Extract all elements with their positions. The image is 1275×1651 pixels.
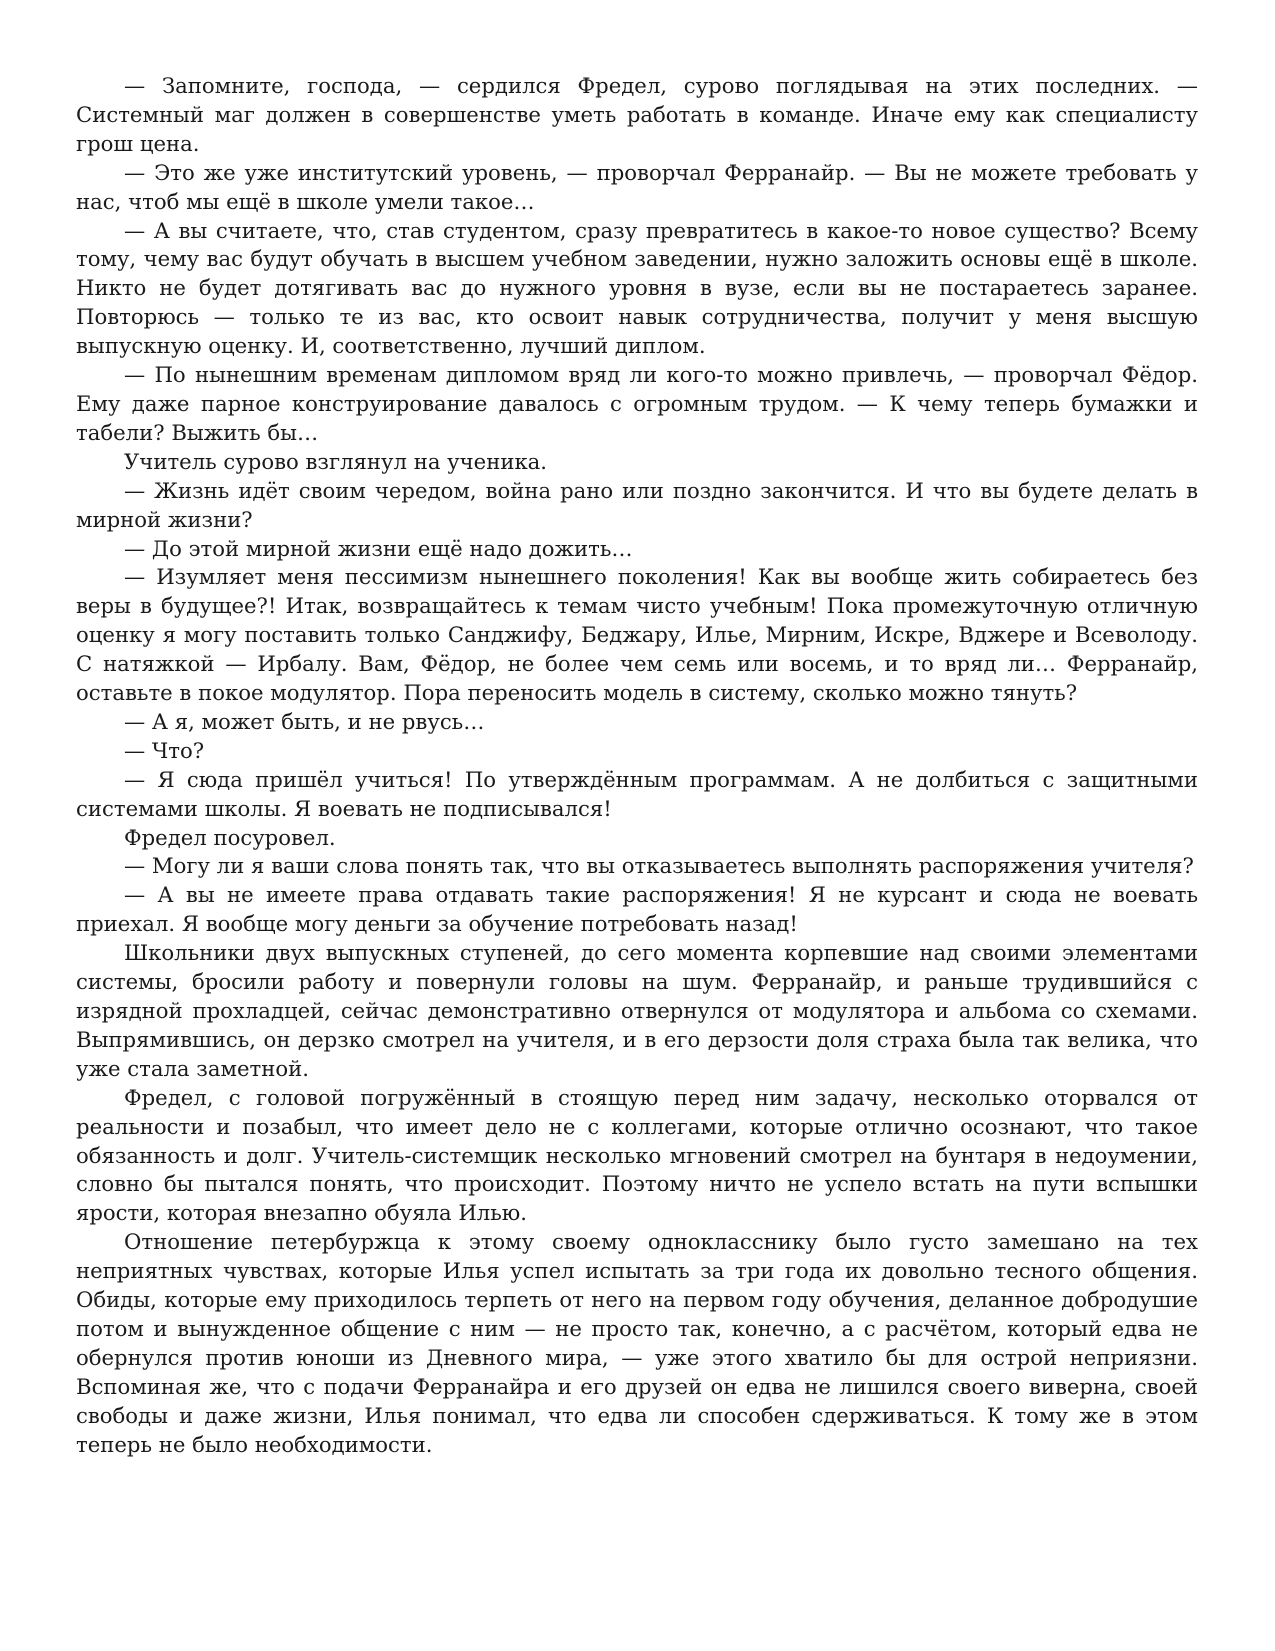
paragraph: Школьники двух выпускных ступеней, до сего момента корпевшие над своими элементами системы, бросили работу и повернули головы на шум. Ферранайр, и раньше трудившийся с изрядной прохладцей, сейчас демонстративно отвернулся от модулятора и альбома со схемами. Выпрямившись, он дерзко смотрел на учителя, и в его дерзости доля страха была так велика, что уже стала заметной. bbox=[76, 940, 1198, 1081]
paragraph: — Я сюда пришёл учиться! По утверждённым программам. А не долбиться с защитными системами школы. Я воевать не подписывался! bbox=[76, 766, 1198, 821]
paragraph: — Что? bbox=[124, 737, 205, 763]
paragraph: — А я, может быть, и не рвусь… bbox=[124, 708, 485, 734]
paragraph: — А вы не имеете права отдавать такие распоряжения! Я не курсант и сюда не воевать приехал. Я вообще могу деньги за обучение потребовать назад! bbox=[76, 882, 1198, 937]
paragraph: — Это же уже институтский уровень, — проворчал Ферранайр. — Вы не можете требовать у нас, чтоб мы ещё в школе умели такое… bbox=[76, 159, 1198, 214]
paragraph: — Запомните, господа, — сердился Фредел, сурово поглядывая на этих последних. — Системный маг должен в совершенстве уметь работать в команде. Иначе ему как специалисту грош цена. bbox=[76, 73, 1198, 156]
paragraph: — Жизнь идёт своим чередом, война рано или поздно закончится. И что вы будете делать в мирной жизни? bbox=[76, 477, 1198, 532]
paragraph: — А вы считаете, что, став студентом, сразу превратитесь в какое-то новое существо? Всему тому, чему вас будут обучать в высшем учебном заведении, нужно заложить основы ещё в школе. Никто не будет дотягивать вас до нужного уровня в вузе, если вы не постараетесь заранее. Повторюсь — только те из вас, кто освоит навык сотрудничества, получит у меня высшую выпускную оценку. И, соответственно, лучший диплом. bbox=[76, 217, 1198, 359]
paragraph: Учитель сурово взглянул на ученика. bbox=[124, 448, 548, 474]
paragraph: Отношение петербуржца к этому своему однокласснику было густо замешано на тех неприятных чувствах, которые Илья успел испытать за три года их довольно тесного общения. Обиды, которые ему приходилось терпеть от него на первом году обучения, деланное добродушие потом и вынужденное общение с ним — не просто так, конечно, а с расчётом, который едва не обернулся против юноши из Дневного мира, — уже этого хватило бы для острой неприязни. Вспоминая же, что с подачи Ферранайра и его друзей он едва не лишился своего виверна, своей свободы и даже жизни, Илья понимал, что едва ли способен сдерживаться. К тому же в этом теперь не было необходимости. bbox=[76, 1229, 1198, 1457]
paragraph: — Могу ли я ваши слова понять так, что вы отказываетесь выполнять распоряжения учителя? bbox=[124, 853, 1194, 879]
paragraph: — Изумляет меня пессимизм нынешнего поколения! Как вы вообще жить собираетесь без веры в будущее?! Итак, возвращайтесь к темам чисто учебным! Пока промежуточную отличную оценку я могу поставить только Санджифу, Беджару, Илье, Мирним, Искре, Вджере и Всеволоду. С натяжкой — Ирбалу. Вам, Фёдор, не более чем семь или восемь, и то вряд ли… Ферранайр, оставьте в покое модулятор. Пора переносить модель в систему, сколько можно тянуть? bbox=[76, 564, 1198, 706]
paragraph: Фредел посуровел. bbox=[124, 824, 336, 850]
paragraph: Фредел, с головой погружённый в стоящую перед ним задачу, несколько оторвался от реальности и позабыл, что имеет дело не с коллегами, которые отлично осознают, что такое обязанность и долг. Учитель-системщик несколько мгновений смотрел на бунтаря в недоумении, словно бы пытался понять, что происходит. Поэтому ничто не успело встать на пути вспышки ярости, которая внезапно обуяла Илью. bbox=[76, 1084, 1198, 1226]
paragraph: — До этой мирной жизни ещё надо дожить… bbox=[124, 535, 633, 561]
book-page bbox=[76, 72, 1198, 1460]
paragraph: — По нынешним временам дипломом вряд ли кого-то можно привлечь, — проворчал Фёдор. Ему даже парное конструирование давалось с огромным трудом. — К чему теперь бумажки и табели? Выжить бы… bbox=[76, 362, 1198, 445]
